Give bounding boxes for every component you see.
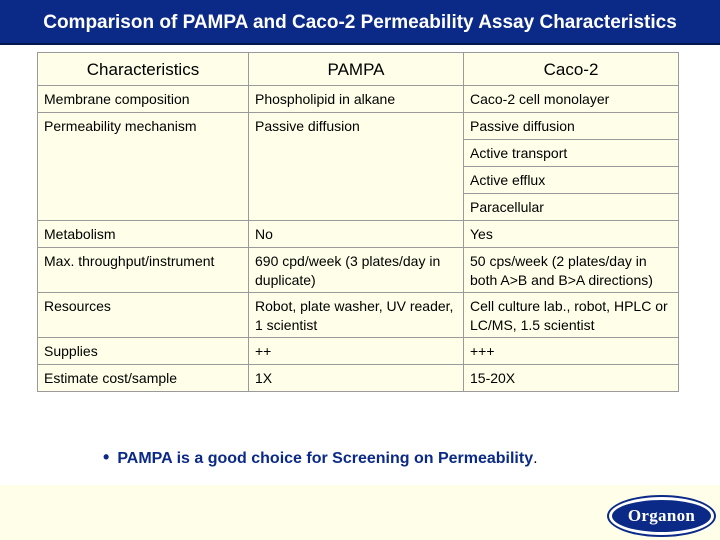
header-characteristics: Characteristics <box>38 53 249 86</box>
table-cell: Active efflux <box>464 167 679 194</box>
bullet-text: PAMPA is a good choice for Screening on Permeability <box>117 450 534 467</box>
table-cell: 50 cps/week (2 plates/day in both A>B and B>A directions) <box>464 248 679 293</box>
table-cell: No <box>249 221 464 248</box>
table-header-row <box>38 53 679 86</box>
table-row <box>38 140 679 167</box>
logo-text: Organon <box>627 506 696 525</box>
table-row <box>38 221 679 248</box>
slide-title: Comparison of PAMPA and Caco-2 Permeability Assay Characteristics <box>43 12 677 33</box>
table-cell: Yes <box>464 221 679 248</box>
table-cell <box>38 167 249 194</box>
table-cell <box>249 194 464 221</box>
table-cell <box>249 167 464 194</box>
table-cell: Max. throughput/instrument <box>38 248 249 293</box>
table-row <box>38 167 679 194</box>
table-cell: Phospholipid in alkane <box>249 86 464 113</box>
table-cell: ++ <box>249 338 464 365</box>
table-cell: 690 cpd/week (3 plates/day in duplicate) <box>249 248 464 293</box>
table-cell: Metabolism <box>38 221 249 248</box>
table-row <box>38 338 679 365</box>
table-cell <box>38 140 249 167</box>
table-cell: Paracellular <box>464 194 679 221</box>
bullet-marker: • <box>103 447 110 467</box>
organon-logo <box>609 497 714 535</box>
table-cell: Resources <box>38 293 249 338</box>
header-pampa: PAMPA <box>249 53 464 86</box>
table-cell: Active transport <box>464 140 679 167</box>
table-cell: Supplies <box>38 338 249 365</box>
table-cell: Caco-2 cell monolayer <box>464 86 679 113</box>
table-cell: 1X <box>249 365 464 392</box>
table-cell: Passive diffusion <box>464 113 679 140</box>
bullet-point <box>103 447 683 468</box>
comparison-table <box>37 52 679 392</box>
bullet-period: . <box>533 450 538 467</box>
table-row <box>38 293 679 338</box>
table-cell <box>38 194 249 221</box>
table-row <box>38 113 679 140</box>
table-row <box>38 365 679 392</box>
table-cell: 15-20X <box>464 365 679 392</box>
table-row <box>38 194 679 221</box>
table-cell: Membrane composition <box>38 86 249 113</box>
table-cell: Estimate cost/sample <box>38 365 249 392</box>
table-cell: Cell culture lab., robot, HPLC or LC/MS, 1.5 scientist <box>464 293 679 338</box>
table-cell: Permeability mechanism <box>38 113 249 140</box>
table-cell: Robot, plate washer, UV reader, 1 scientist <box>249 293 464 338</box>
header-caco2: Caco-2 <box>464 53 679 86</box>
table-cell: +++ <box>464 338 679 365</box>
table-cell: Passive diffusion <box>249 113 464 140</box>
table-row <box>38 248 679 293</box>
table-cell <box>249 140 464 167</box>
table-row <box>38 86 679 113</box>
